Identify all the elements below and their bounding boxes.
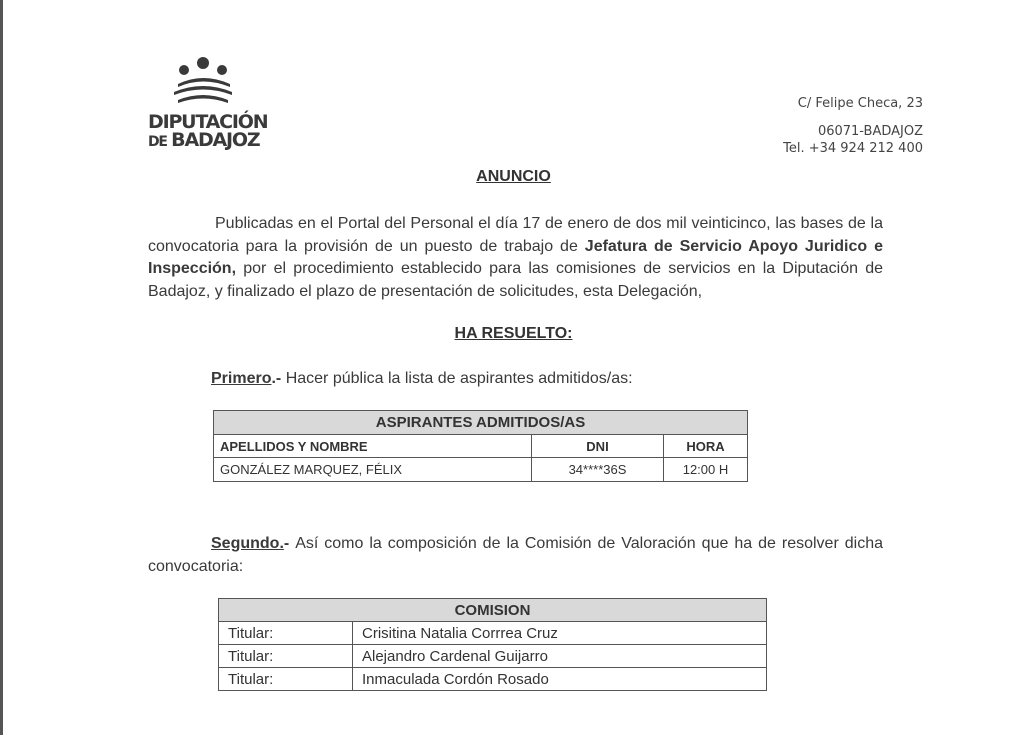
intro-text-1: Publicadas en el Portal del Personal el día 17 de enero de dos mil veinticinco, las bases de la convocatoria para la provisión de un puesto de trabajo de — [148, 215, 883, 255]
document-page — [3, 0, 1024, 735]
table-row — [219, 622, 767, 645]
logo-text-main: BADAJOZ — [171, 129, 260, 151]
table-row — [214, 458, 748, 482]
segundo-paragraph — [148, 533, 883, 578]
cell-role: Titular: — [219, 668, 353, 691]
segundo-label: Segundo. — [211, 535, 284, 552]
address-phone: Tel. +34 924 212 400 — [783, 141, 923, 156]
title-anuncio: ANUNCIO — [476, 168, 551, 185]
table-row — [219, 645, 767, 668]
col-header-hora: HORA — [664, 435, 748, 458]
address-postal: 06071-BADAJOZ — [817, 124, 923, 139]
col-header-nombre: APELLIDOS Y NOMBRE — [214, 435, 532, 458]
table-row — [219, 668, 767, 691]
logo-emblem-icon — [170, 56, 236, 108]
logo-text-prefix: DE — [148, 134, 167, 150]
address-block — [783, 95, 923, 157]
cell-member-name: Crisitina Natalia Corrrea Cruz — [353, 622, 767, 645]
segundo-text: Así como la composición de la Comisión de Valoración que ha de resolver dicha convocatoria: — [148, 535, 883, 575]
col-header-dni: DNI — [532, 435, 664, 458]
primero-paragraph — [211, 368, 891, 391]
admitidos-table — [213, 410, 748, 482]
address-street: C/ Felipe Checa, 23 — [797, 96, 923, 111]
admitidos-table-title: ASPIRANTES ADMITIDOS/AS — [214, 411, 748, 435]
cell-role: Titular: — [219, 622, 353, 645]
logo-text-line2 — [148, 129, 259, 151]
cell-member-name: Alejandro Cardenal Guijarro — [353, 645, 767, 668]
cell-hora: 12:00 H — [664, 458, 748, 482]
comision-table-title: COMISION — [219, 599, 767, 622]
primero-text: Hacer pública la lista de aspirantes admitidos/as: — [285, 370, 633, 387]
intro-paragraph — [148, 213, 883, 303]
primero-separator: .- — [271, 370, 286, 387]
comision-table — [218, 598, 767, 691]
cell-member-name: Inmaculada Cordón Rosado — [353, 668, 767, 691]
logo-text-line1: DIPUTACIÓN — [148, 111, 268, 133]
intro-text-bold: Jefatura de Servicio Apoyo Juridico e Inspección, — [148, 237, 884, 277]
primero-label: Primero — [211, 370, 272, 387]
cell-role: Titular: — [219, 645, 353, 668]
intro-text-2: por el procedimiento establecido para las comisiones de servicios en la Diputación de Badajoz, y finalizado el plazo de presentación de solicitudes, esta Delegación, — [148, 260, 883, 300]
title-resuelto: HA RESUELTO: — [454, 325, 573, 342]
cell-dni: 34****36S — [532, 458, 664, 482]
segundo-separator: - — [283, 535, 296, 552]
diputacion-logo — [148, 56, 268, 156]
cell-nombre: GONZÁLEZ MARQUEZ, FÉLIX — [214, 458, 532, 482]
